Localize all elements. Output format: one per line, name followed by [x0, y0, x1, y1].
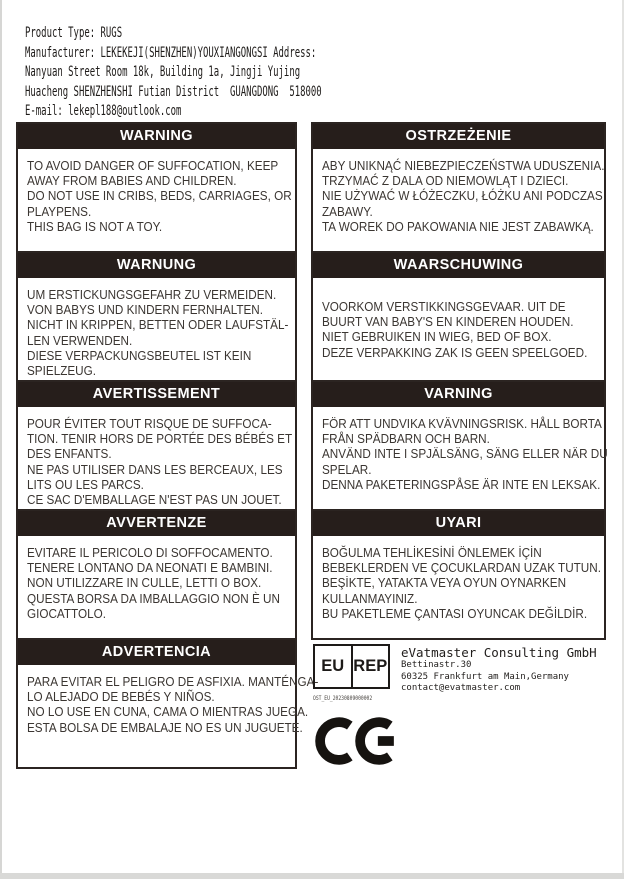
warning-body-french [18, 407, 295, 508]
eu-rep-address [401, 660, 597, 695]
warning-title-spanish: ADVERTENCIA [18, 640, 295, 665]
text-line: NON UTILIZZARE IN CULLE, LETTI O BOX. [27, 576, 262, 591]
page-edge-left [0, 0, 2, 879]
text-line: BUURT VAN BABY'S EN KINDEREN HOUDEN. [322, 315, 574, 330]
text-line: SPIELZEUG. [27, 364, 96, 379]
text-line: BEBEKLERDEN VE ÇOCUKLARDAN UZAK TUTUN. [322, 561, 601, 576]
warning-cell-spanish [16, 638, 319, 769]
warning-title-dutch: WAARSCHUWING [313, 253, 604, 278]
text-line: PARA EVITAR EL PELIGRO DE ASFIXIA. MANTÉNGA- [27, 675, 319, 689]
text-line: GIOCATTOLO. [27, 606, 106, 621]
text-line: CE SAC D'EMBALLAGE N'EST PAS UN JOUET. [27, 493, 282, 508]
text-line: Huacheng SHENZHENSHI Futian District GUANGDONG 518000 [25, 83, 322, 100]
warning-cell-dutch [311, 251, 606, 382]
warning-body-english [18, 149, 295, 235]
text-line: LEN VERWENDEN. [27, 333, 133, 348]
text-line: FRÅN SPÄDBARN OCH BARN. [322, 432, 490, 447]
warning-title-italian: AVVERTENZE [18, 511, 295, 536]
warning-cell-italian [16, 509, 297, 640]
warning-cell-turkish [311, 509, 606, 640]
text-line: LO ALEJADO DE BEBÉS Y NIÑOS. [27, 690, 215, 705]
text-line: TA WOREK DO PAKOWANIA NIE JEST ZABAWKĄ. [322, 219, 594, 234]
warning-cell-polish [311, 122, 606, 253]
warning-cell-german [16, 251, 297, 382]
text-line: UM ERSTICKUNGSGEFAHR ZU VERMEIDEN. [27, 288, 277, 302]
text-line: ZABAWY. [322, 204, 373, 219]
text-line: TENERE LONTANO DA NEONATI E BAMBINI. [27, 561, 273, 576]
warning-title-turkish: UYARI [313, 511, 604, 536]
warning-body-spanish [18, 665, 319, 736]
text-line: BEŞİKTE, YATAKTA VEYA OYUN OYNARKEN [322, 576, 567, 591]
text-line: ABY UNIKNĄĆ NIEBEZPIECZEŃSTWA UDUSZENIA. [322, 159, 605, 173]
text-line: DENNA PAKETERINGSPÅSE ÄR INTE EN LEKSAK. [322, 477, 601, 492]
page-edge-bottom [0, 873, 624, 879]
text-line: TO AVOID DANGER OF SUFFOCATION, KEEP [27, 159, 279, 173]
warning-body-swedish [313, 407, 608, 493]
text-line: Bettinastr.30 [401, 660, 472, 670]
text-line: AWAY FROM BABIES AND CHILDREN. [27, 174, 237, 189]
text-line: KULLANMAYINIZ. [322, 591, 418, 606]
text-line: SPELAR. [322, 462, 372, 477]
warning-body-turkish [313, 536, 604, 622]
text-line: DES ENFANTS. [27, 447, 112, 462]
warning-title-german: WARNUNG [18, 253, 295, 278]
eu-label: EU [321, 657, 345, 675]
text-line: LITS OU LES PARCS. [27, 477, 144, 492]
warning-body-german [18, 278, 295, 379]
eu-registration-number: OST_EU_20230809000002 [313, 695, 373, 702]
warning-title-polish: OSTRZEŻENIE [313, 124, 604, 149]
text-line: NIET GEBRUIKEN IN WIEG, BED OF BOX. [322, 330, 552, 345]
warning-body-polish [313, 149, 604, 235]
text-line: PLAYPENS. [27, 204, 92, 219]
text-line: Product Type: RUGS [25, 25, 123, 41]
ce-mark-icon [315, 712, 403, 770]
manufacturer-info-block [25, 24, 322, 122]
text-line: BOĞULMA TEHLİKESİNİ ÖNLEMEK İÇİN [322, 546, 542, 560]
text-line: DEZE VERPAKKING ZAK IS GEEN SPEELGOED. [322, 345, 588, 360]
text-line: ANVÄND INTE I SPJÄLSÄNG, SÄNG ELLER NÄR DU [322, 447, 608, 462]
warning-title-french: AVERTISSEMENT [18, 382, 295, 407]
text-line: Nanyuan Street Room 18k, Building 1a, Jingji Yujing [25, 64, 301, 80]
text-line: NICHT IN KRIPPEN, BETTEN ODER LAUFSTÄL- [27, 318, 289, 333]
text-line: NO LO USE EN CUNA, CAMA O MIENTRAS JUEGA. [27, 705, 309, 720]
text-line: FÖR ATT UNDVIKA KVÄVNINGSRISK. HÅLL BORTA [322, 417, 602, 431]
warning-title-english: WARNING [18, 124, 295, 149]
text-line: NE PAS UTILISER DANS LES BERCEAUX, LES [27, 462, 283, 477]
text-line: DIESE VERPACKUNGSBEUTEL IST KEIN [27, 348, 252, 363]
warning-cell-english [16, 122, 297, 253]
text-line: BU PAKETLEME ÇANTASI OYUNCAK DEĞİLDİR. [322, 606, 588, 621]
eu-rep-section [311, 638, 606, 767]
eu-rep-box [313, 644, 390, 689]
text-line: QUESTA BORSA DA IMBALLAGGIO NON È UN [27, 591, 280, 606]
eu-rep-company: eVatmaster Consulting GmbH [401, 645, 597, 660]
text-line: THIS BAG IS NOT A TOY. [27, 219, 163, 234]
warning-cell-french [16, 380, 297, 511]
text-line: EVITARE IL PERICOLO DI SOFFOCAMENTO. [27, 546, 273, 560]
text-line: contact@evatmaster.com [401, 683, 521, 693]
text-line: VON BABYS UND KINDERN FERNHALTEN. [27, 303, 264, 318]
text-line: TRZYMAĆ Z DALA OD NIEMOWLĄT I DZIECI. [322, 174, 569, 189]
warning-body-dutch [313, 278, 604, 361]
text-line: ESTA BOLSA DE EMBALAJE NO ES UN JUGUETE. [27, 720, 303, 735]
warning-title-swedish: VARNING [313, 382, 604, 407]
text-line: DO NOT USE IN CRIBS, BEDS, CARRIAGES, OR [27, 189, 292, 204]
text-line: E-mail: lekepl188@outlook.com [25, 103, 182, 119]
text-line: 60325 Frankfurt am Main,Germany [401, 671, 569, 682]
text-line: Manufacturer: LEKEKEJI(SHENZHEN)YOUXIANGONGSI Address: [25, 44, 317, 61]
text-line: TION. TENIR HORS DE PORTÉE DES BÉBÉS ET [27, 432, 293, 447]
rep-label: REP [351, 646, 389, 687]
text-line: VOORKOM VERSTIKKINGSGEVAAR. UIT DE [322, 300, 566, 314]
warning-table [16, 122, 606, 767]
text-line: POUR ÉVITER TOUT RISQUE DE SUFFOCA- [27, 417, 272, 431]
warning-cell-swedish [311, 380, 606, 511]
warning-body-italian [18, 536, 295, 622]
text-line: NIE UŻYWAĆ W ŁÓŻECZKU, ŁÓŻKU ANI PODCZAS [322, 189, 603, 204]
